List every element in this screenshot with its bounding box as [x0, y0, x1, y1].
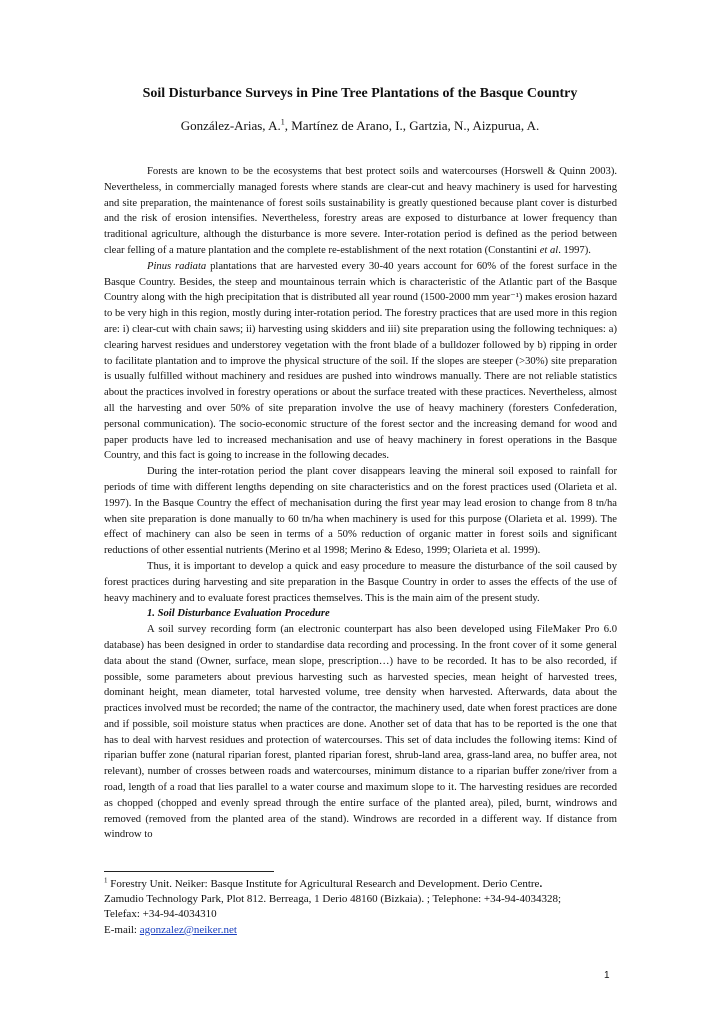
- email-label: E-mail:: [104, 923, 140, 936]
- author-footnote-marker: 1: [280, 117, 285, 127]
- first-author: González-Arias, A.: [180, 118, 281, 133]
- paragraph-inter-rotation: During the inter-rotation period the plant cover disappears leaving the mineral soil exposed to rainfall for periods of time with different lengths depending on site characteristics and on the forest practices used (Olarieta et al. 1997). In the Basque Country the effect of mechanisation during the first year may lead erosion to change from 8 tn/ha when site preparation is done manually to 60 tn/ha when machinery is used for this purpose (Olarieta et al. 1999). The effect of machinery can also be seen in terms of a 50% reduction of organic matter in forest soils and significant reductions of other essential nutrients (Merino et al 1998; Merino & Edeso, 1999; Olarieta et al. 1999).: [104, 466, 617, 557]
- body-text: [104, 164, 617, 843]
- email-link[interactable]: agonzalez@neiker.net: [139, 923, 237, 936]
- footnote-telefax: Telefax: +34-94-4034310: [104, 908, 217, 921]
- other-authors: , Martínez de Arano, I., Gartzia, N., Aizpurua, A.: [284, 118, 540, 133]
- section-heading: 1. Soil Disturbance Evaluation Procedure: [147, 608, 330, 620]
- paragraph-intro: Forests are known to be the ecosystems that best protect soils and watercourses (Horswell & Quinn 2003). Nevertheless, in commercially managed forests where stands are clear-cut and heavy machinery is used for harvesting and site preparation, the maintenance of forest soils sustainability is greatly questioned because plant cover is disturbed and the risk of erosion intensifies. Nevertheless, forestry areas are exposed to disturbance at lower frequency than traditional agriculture, although the disturbance is more severe. Inter-rotation period is defined as the period between clear felling of a mature plantation and the complete re-establishment of the next rotation (Constantini et al. 1997).: [104, 166, 617, 256]
- footnote-address: Zamudio Technology Park, Plot 812. Berreaga, 1 Derio 48160 (Bizkaia). ; Telephone: +34-94-4034328;: [104, 893, 561, 906]
- author-list: [0, 118, 720, 134]
- footnote-affiliation: Forestry Unit. Neiker: Basque Institute for Agricultural Research and Development. Derio Centre.: [107, 878, 543, 890]
- paragraph-pinus: Pinus radiata plantations that are harvested every 30-40 years account for 60% of the forest surface in the Basque Country. Besides, the steep and mountainous terrain which is characteristic of the Atlantic part of the Basque Country along with the high precipitation that is distributed all year round (1500-2000 mm year⁻¹) makes erosion hazard to be very high in this region, mostly during inter-rotation period. The forestry practices that are used more in this region are: i) clear-cut with chain saws; ii) harvesting using skidders and iii) site preparation using the following techniques: a) clearing harvest residues and understorey vegetation with the front blade of a bulldozer followed by b) ripping in order to facilitate plantation and to improve the physical structure of the soil. If the slopes are steeper (>30%) site preparation is usually fulfilled without machinery and residues are pushed into windrows manually. There are not reliable statistics about the practices involved in forestry operations or about the surface treated with these practices. Nevertheless, almost all the harvesting and over 50% of site preparation involve the use of heavy machinery (foresters Confederation, personal communication). The socio-economic structure of the forest sector and the increasing demand for wood and paper products have led to increased mechanisation and use of heavy machinery in forest operations in the Basque Country, and this fact is going to increase in the following decades.: [104, 260, 617, 462]
- footnote-marker: 1: [104, 876, 108, 885]
- paper-title: Soil Disturbance Surveys in Pine Tree Plantations of the Basque Country: [142, 86, 578, 101]
- page-number: 1: [604, 970, 610, 981]
- footnote: [104, 877, 617, 938]
- footnote-line-1: [104, 877, 617, 892]
- footnote-divider: [104, 871, 274, 872]
- footnote-email-line: [104, 923, 617, 938]
- paragraph-procedure: A soil survey recording form (an electronic counterpart has also been developed using FileMaker Pro 6.0 database) has been designed in order to standardise data recording and processing. In the front cover of it some general data about the stand (Owner, surface, mean slope, prescription…) have to be recorded. It has to be also recorded, if possible, some parameters about previous harvesting such as harvested species, mean height of harvested trees, dominant height, mean diameter, total harvested volume, tree density when harvested. Afterwards, data about the practices involved must be recorded; the name of the contractor, the machinery used, date when forest practices are done and if possible, soil moisture status when practices are done. Another set of data that has to be reported is the one that has to deal with harvest residues and protection of watercourses. This set of data includes the following items: Kind of riparian buffer zone (natural riparian forest, planted riparian forest, shrub-land area, grass-land area, no buffer area, not relevant), number of crosses between roads and watercourses, minimum distance to a riparian buffer zone/river from a road, length of a road that lies parallel to a water course and maximum slope to it. The harvesting residues are recorded as chopped (chopped and evenly spread through the entire surface of the planted area), piled, burnt, windrows and removed (removed from the planted area of the stand). Windrows are recorded in a different way. If distance from windrow to: [104, 624, 617, 841]
- paragraph-aim: Thus, it is important to develop a quick and easy procedure to measure the disturbance of the soil caused by forest practices during harvesting and site preparation in the Basque Country in order to asses the effects of the use of heavy machinery and to evaluate forest practices themselves. This is the main aim of the present study.: [104, 560, 617, 604]
